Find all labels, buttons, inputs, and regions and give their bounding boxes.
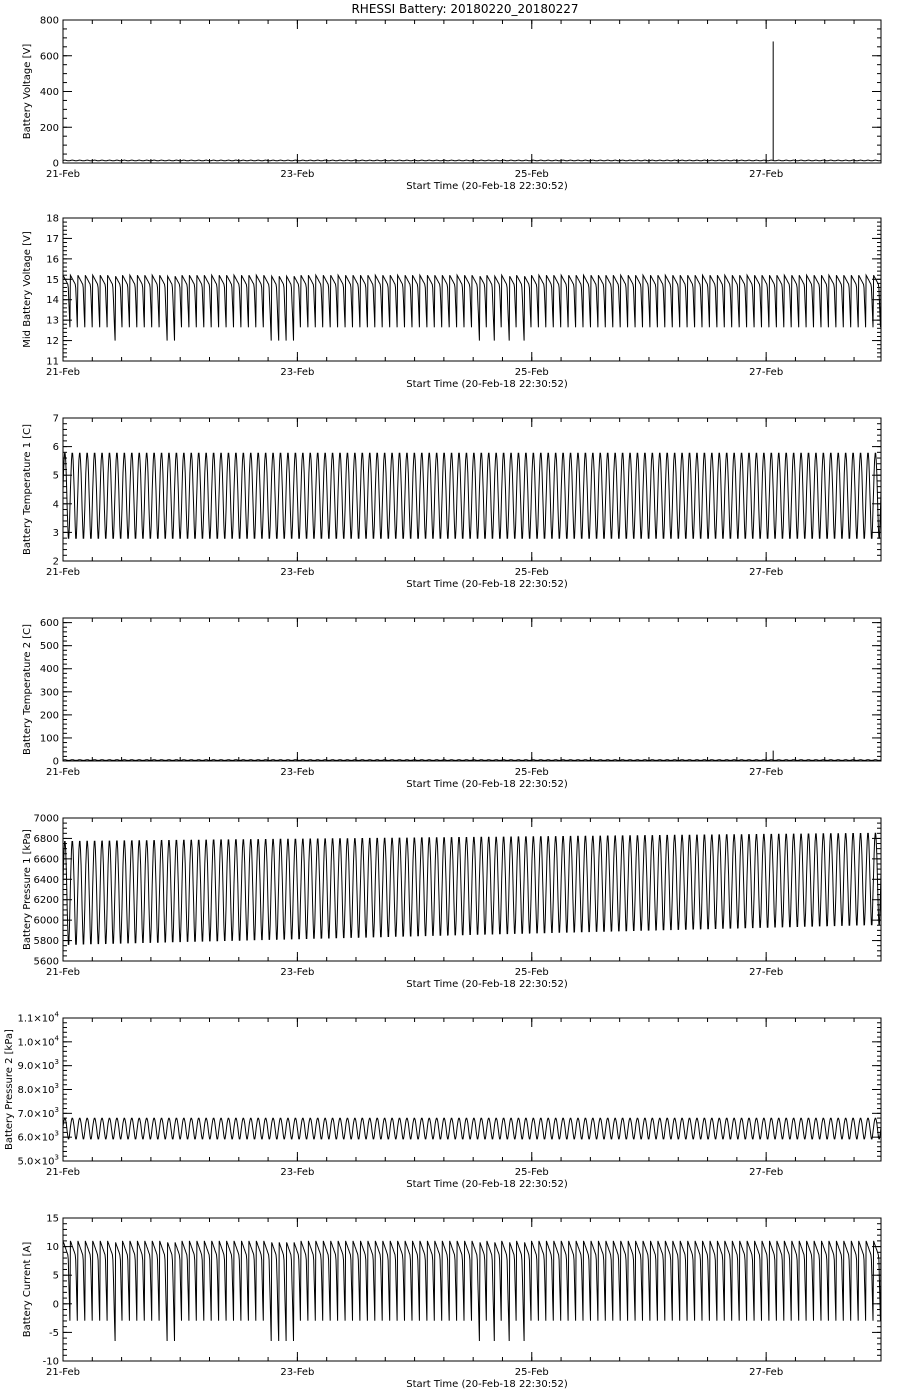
y-tick-label: 5 (52, 1270, 59, 1282)
x-axis-title: Start Time (20-Feb-18 22:30:52) (406, 1379, 568, 1390)
tick-exponent: 3 (54, 1153, 59, 1162)
y-tick-label (18, 1130, 59, 1144)
x-tick-label: 27-Feb (749, 567, 784, 578)
tick-times-ten: ×10 (33, 1013, 55, 1025)
x-tick-label: 27-Feb (749, 367, 784, 378)
x-tick-label: 21-Feb (45, 367, 81, 378)
tick-mantissa: 8.0 (17, 1085, 34, 1096)
y-tick-label: -5 (49, 1327, 59, 1339)
x-axis-title: Start Time (20-Feb-18 22:30:52) (406, 579, 568, 590)
tick-times-ten: ×10 (33, 1085, 55, 1096)
y-tick-label: 5800 (33, 936, 59, 948)
y-axis-title: Battery Temperature 1 [C] (22, 423, 33, 556)
tick-times-ten: ×10 (33, 1132, 55, 1144)
panel-1 (22, 16, 881, 193)
y-tick-label: 0 (52, 756, 59, 768)
x-tick-label: 21-Feb (45, 767, 81, 778)
x-tick-label: 27-Feb (749, 967, 784, 978)
y-tick-label: 12 (46, 336, 59, 348)
series-line (63, 833, 881, 944)
tick-exponent: 4 (54, 1034, 59, 1043)
x-tick-label: 25-Feb (514, 1167, 549, 1178)
x-tick-label: 25-Feb (514, 169, 549, 180)
y-tick-label: 0 (52, 158, 59, 170)
x-tick-label: 23-Feb (280, 367, 315, 378)
x-axis-title: Start Time (20-Feb-18 22:30:52) (406, 779, 568, 790)
x-tick-label: 25-Feb (514, 1367, 549, 1378)
x-tick-label: 21-Feb (45, 567, 81, 578)
x-tick-label: 21-Feb (45, 967, 81, 978)
y-tick-label: 400 (39, 87, 59, 98)
tick-exponent: 4 (54, 1010, 59, 1019)
plot-frame (63, 1018, 881, 1161)
y-tick-label: 17 (46, 233, 59, 245)
x-tick-label: 25-Feb (514, 367, 549, 378)
x-tick-label: 21-Feb (45, 1367, 81, 1378)
x-tick-label: 23-Feb (280, 767, 315, 778)
x-tick-label: 27-Feb (749, 169, 784, 180)
y-tick-label: 6 (52, 442, 59, 454)
y-tick-label: 7000 (33, 813, 59, 825)
x-tick-label: 27-Feb (749, 1167, 784, 1178)
tick-times-ten: ×10 (33, 1061, 55, 1073)
y-tick-label (18, 1011, 60, 1025)
tick-mantissa: 9.0 (17, 1061, 34, 1073)
y-tick-label: 3 (52, 527, 59, 539)
y-axis-title: Battery Current [A] (22, 1241, 33, 1338)
panel-3 (22, 414, 881, 591)
y-axis-title: Battery Temperature 2 [C] (22, 623, 33, 756)
x-axis-title: Start Time (20-Feb-18 22:30:52) (406, 181, 568, 192)
y-tick-label: 6000 (33, 915, 59, 927)
panel-5 (22, 814, 881, 991)
y-tick-label: 500 (39, 641, 59, 653)
y-tick-label: 14 (46, 295, 59, 307)
y-tick-label (18, 1034, 60, 1048)
tick-mantissa: 6.0 (17, 1132, 34, 1144)
y-tick-label: 5 (52, 470, 59, 482)
series-line (63, 1241, 881, 1341)
tick-times-ten: ×10 (33, 1037, 55, 1049)
figure-title: RHESSI Battery: 20180220_20180227 (351, 2, 579, 16)
y-tick-label: 4 (52, 499, 59, 511)
x-tick-label: 27-Feb (749, 1367, 784, 1378)
y-tick-label: 5600 (33, 956, 59, 968)
x-tick-label: 25-Feb (514, 567, 549, 578)
tick-mantissa: 1.1 (17, 1013, 34, 1025)
y-tick-label: 0 (52, 1299, 59, 1311)
x-axis-title: Start Time (20-Feb-18 22:30:52) (406, 1179, 568, 1190)
y-tick-label (18, 1082, 59, 1096)
y-tick-label: 11 (46, 356, 59, 368)
x-tick-label: 23-Feb (280, 1367, 315, 1378)
y-tick-label: 7 (52, 413, 59, 425)
y-tick-label: 15 (46, 274, 59, 286)
tick-mantissa: 7.0 (17, 1108, 34, 1120)
series-line (63, 453, 881, 538)
y-tick-label: 400 (39, 664, 59, 676)
x-tick-label: 23-Feb (280, 967, 315, 978)
y-axis-title: Battery Pressure 1 [kPa] (22, 829, 33, 950)
y-tick-label: 10 (46, 1242, 59, 1254)
y-tick-label: 18 (46, 213, 59, 225)
panel-4 (22, 618, 881, 790)
y-tick-label: 6800 (33, 833, 59, 845)
panel-6 (4, 1011, 881, 1191)
x-tick-label: 23-Feb (280, 169, 315, 180)
tick-exponent: 3 (54, 1129, 59, 1138)
x-tick-label: 23-Feb (280, 1167, 315, 1178)
y-tick-label: 2 (52, 556, 59, 568)
tick-times-ten: ×10 (33, 1108, 55, 1120)
y-tick-label (18, 1058, 59, 1072)
y-tick-label (18, 1154, 59, 1168)
tick-exponent: 3 (54, 1058, 59, 1067)
x-tick-label: 25-Feb (514, 967, 549, 978)
y-tick-label: 600 (39, 618, 59, 630)
series-line (63, 160, 881, 161)
y-tick-label (18, 1106, 59, 1120)
y-tick-label: 800 (39, 15, 59, 27)
y-axis-title: Mid Battery Voltage [V] (22, 231, 33, 348)
tick-mantissa: 1.0 (17, 1037, 34, 1049)
x-tick-label: 27-Feb (749, 767, 784, 778)
y-tick-label: 200 (39, 122, 59, 134)
x-tick-label: 25-Feb (514, 767, 549, 778)
x-axis-title: Start Time (20-Feb-18 22:30:52) (406, 979, 568, 990)
x-axis-title: Start Time (20-Feb-18 22:30:52) (406, 379, 568, 390)
y-axis-title: Battery Voltage [V] (22, 43, 33, 140)
y-tick-label: 15 (46, 1213, 59, 1225)
y-tick-label: 300 (39, 687, 59, 699)
series-line (63, 275, 881, 340)
y-tick-label: 6600 (33, 854, 59, 866)
tick-mantissa: 5.0 (17, 1156, 34, 1168)
series-line (63, 760, 881, 761)
tick-exponent: 3 (54, 1105, 59, 1114)
y-tick-label: 6200 (33, 895, 59, 907)
y-tick-label: 600 (39, 51, 59, 63)
panels (4, 16, 881, 1391)
x-tick-label: 21-Feb (45, 169, 81, 180)
y-tick-label: 6400 (33, 874, 59, 886)
series-line (63, 1118, 881, 1139)
plot-frame (63, 20, 881, 163)
panel-7 (22, 1214, 881, 1391)
plot-frame (63, 618, 881, 761)
y-tick-label: 16 (46, 254, 59, 266)
tick-exponent: 3 (54, 1082, 59, 1090)
tick-times-ten: ×10 (33, 1156, 55, 1168)
y-tick-label: 200 (39, 710, 59, 722)
y-tick-label: -10 (42, 1356, 59, 1368)
y-axis-title: Battery Pressure 2 [kPa] (4, 1029, 15, 1150)
panel-2 (22, 214, 881, 391)
y-tick-label: 13 (46, 315, 59, 327)
y-tick-label: 100 (39, 733, 59, 745)
x-tick-label: 23-Feb (280, 567, 315, 578)
x-tick-label: 21-Feb (45, 1167, 81, 1178)
